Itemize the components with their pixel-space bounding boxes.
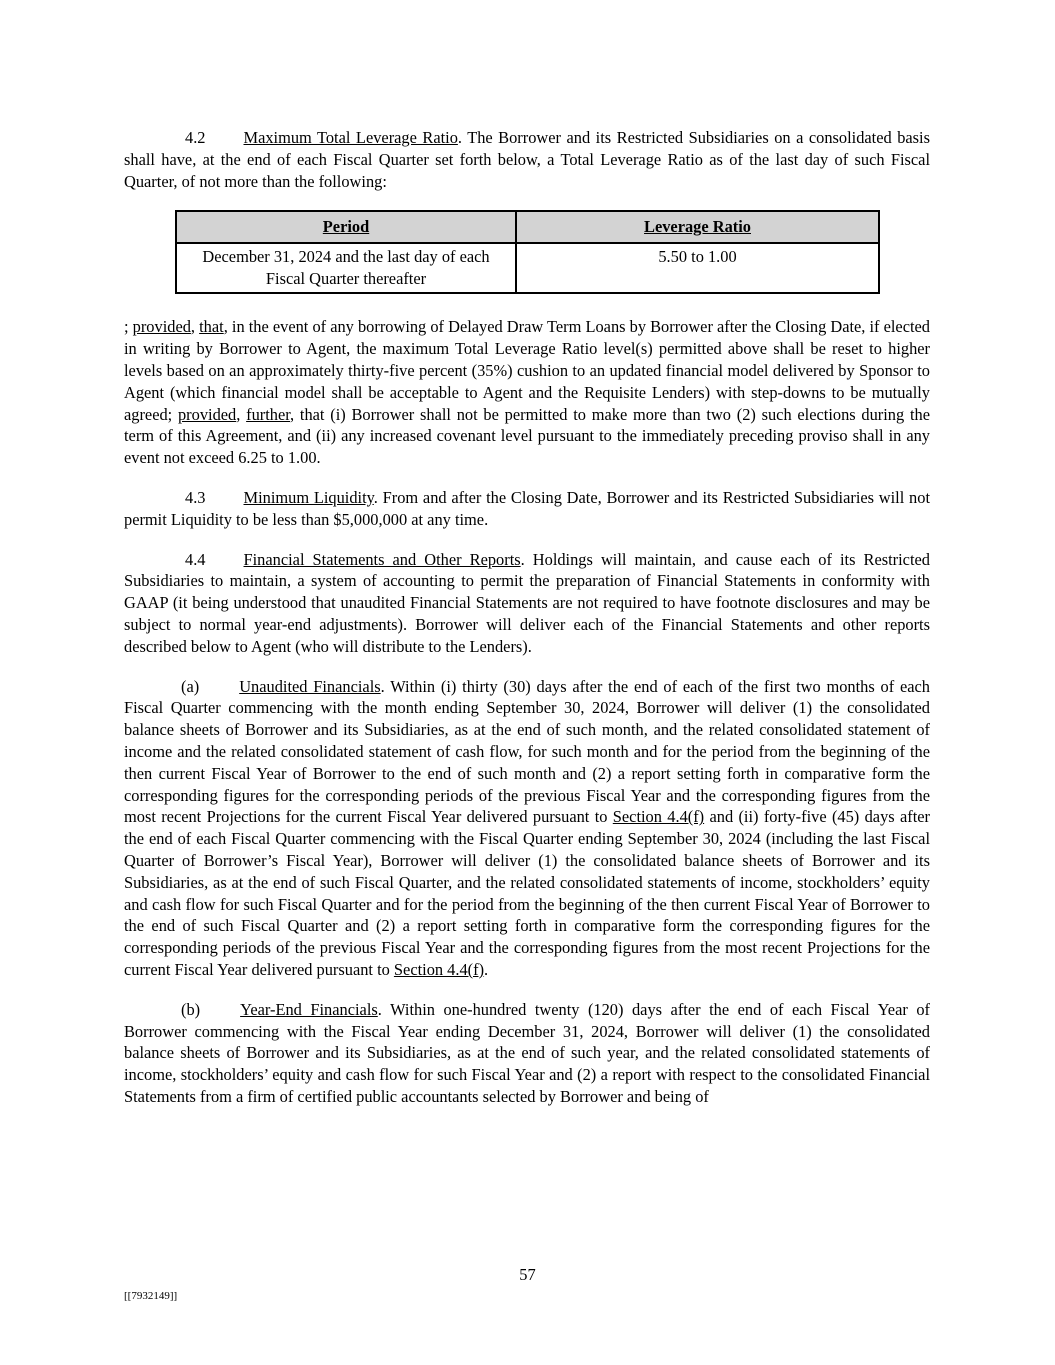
text-run: and (ii) forty-five (45) days after the end of each Fiscal Quarter commencing with the Fiscal Quarter ending September 30, 2024 (including the last Fiscal Quarter of Borrower’s Fiscal Year), Borrower will deliver (1) the consolidated balance sheets of Borrower and its Subsidiaries, as at the end of such Fiscal Quarter, and the related consolidated statements of income, stockholders’ equity and cash flow for such Fiscal Quarter and for the period from the beginning of the then current Fiscal Year of Borrower to the end of such Fiscal Quarter and (2) a report setting forth in comparative form the corresponding figures for the corresponding periods of the previous Fiscal Year and the corresponding figures from the most recent Projections for the current Fiscal Year delivered pursuant to [124, 807, 930, 979]
text-run: . Holdings will maintain, and cause each of its Restricted Subsidiaries to maintain, a system of accounting to permit the preparation of Financial Statements in conformity with GAAP (it being understood that unaudited Financial Statements are not required to have footnote disclosures and may be subject to normal year-end adjustments). Borrower will deliver each of the Financial Statements and other reports described below to Agent (who will distribute to the Lenders). [124, 549, 930, 656]
text-run: further [246, 404, 291, 424]
section-4.3-paragraph [124, 487, 930, 531]
text-run: Financial Statements and Other Reports [243, 549, 521, 569]
blocks-before-table [124, 127, 930, 192]
text-run: . Within one-hundred twenty (120) days after the end of each Fiscal Year of Borrower commencing with the Fiscal Year ending December 31, 2024, Borrower will deliver (1) the consolidated balance sheets of Borrower and its Subsidiaries, as at the end of such year, and the related consolidated statements of income, stockholders’ equity and cash flow for such Fiscal Year and (2) a report with respect to the consolidated Financial Statements from a firm of certified public accountants selected by Borrower and being of [124, 999, 930, 1106]
proviso-paragraph [124, 316, 930, 469]
text-run: Year-End Financials [240, 999, 378, 1019]
text-run: , in the event of any borrowing of Delayed Draw Term Loans by Borrower after the Closing Date, if elected in writing by Borrower to Agent, the maximum Total Leverage Ratio level(s) permitted above shall be reset to higher levels based on an approximately thirty-five percent (35%) cushion to an updated financial model delivered by Sponsor to Agent (which financial model shall be acceptable to Agent and the Requisite Lenders) with step-downs to be mutually agreed; [124, 317, 931, 424]
text-run: , [190, 317, 200, 337]
document-content [124, 127, 930, 1126]
subsection-a-paragraph [124, 676, 930, 981]
leverage-ratio-table [175, 210, 880, 294]
text-run: that [199, 317, 224, 337]
subsection-b-paragraph [124, 999, 930, 1108]
text-run: 4.4 [185, 549, 206, 569]
text-run: Minimum Liquidity [243, 487, 374, 507]
text-run: Maximum Total Leverage Ratio [243, 128, 458, 147]
section-4.2-paragraph [124, 127, 930, 192]
text-run: Unaudited Financials [239, 676, 381, 696]
text-run: . The Borrower and its Restricted Subsidiaries on a consolidated basis shall have, at the end of each Fiscal Quarter set forth below, a Total Leverage Ratio as of the last day of such Fiscal Quarter, of not more than the following: [124, 128, 930, 191]
table-header-leverage-ratio [516, 211, 879, 243]
blocks-after-table [124, 316, 930, 1107]
text-run: (a) [181, 676, 200, 696]
table-header-period-label: Period [322, 217, 370, 237]
text-run: Section 4.4(f) [612, 807, 705, 827]
section-4.4-paragraph [124, 549, 930, 658]
table-header-row [176, 211, 879, 243]
text-run: 4.3 [185, 487, 206, 507]
table-cell-leverage-ratio: 5.50 to 1.00 [516, 243, 879, 293]
text-run: , [236, 404, 247, 424]
text-run: 4.2 [185, 128, 206, 147]
text-run: , that (i) Borrower shall not be permitted to make more than two (2) such elections during the term of this Agreement, and (ii) any increased covenant level pursuant to the immediately preceding proviso shall in any event not exceed 6.25 to 1.00. [124, 404, 930, 468]
table-header-period [176, 211, 516, 243]
table-header-leverage-ratio-label: Leverage Ratio [644, 217, 751, 237]
text-run: (b) [181, 999, 201, 1019]
document-id-footer: [[7932149]] [124, 1290, 178, 1302]
text-run: . [484, 959, 489, 979]
text-run: provided [177, 404, 237, 424]
table-cell-period [176, 243, 516, 293]
text-run: Section 4.4(f) [393, 959, 485, 979]
text-run: . Within (i) thirty (30) days after the end of each of the first two months of each Fiscal Quarter commencing with the month ending September 30, 2024, Borrower will deliver (1) the consolidated balance sheets of Borrower and its Subsidiaries, as at the end of such month, and the related consolidated statement of income and the related consolidated statement of cash flow, for such month and for the period from the beginning of the then current Fiscal Year of Borrower to the end of such month and (2) a report setting forth in comparative form the corresponding figures for the corresponding periods of the previous Fiscal Year and the corresponding figures from the most recent Projections for the current Fiscal Year delivered pursuant to [124, 676, 930, 827]
text-run: ; [124, 317, 133, 337]
text-run: . From and after the Closing Date, Borrower and its Restricted Subsidiaries will not permit Liquidity to be less than $5,000,000 at any time. [124, 487, 930, 529]
table-row [176, 243, 879, 293]
text-run: provided [132, 317, 191, 337]
period-value: December 31, 2024 and the last day of each Fiscal Quarter thereafter [202, 247, 490, 289]
page-number: 57 [519, 1265, 536, 1284]
